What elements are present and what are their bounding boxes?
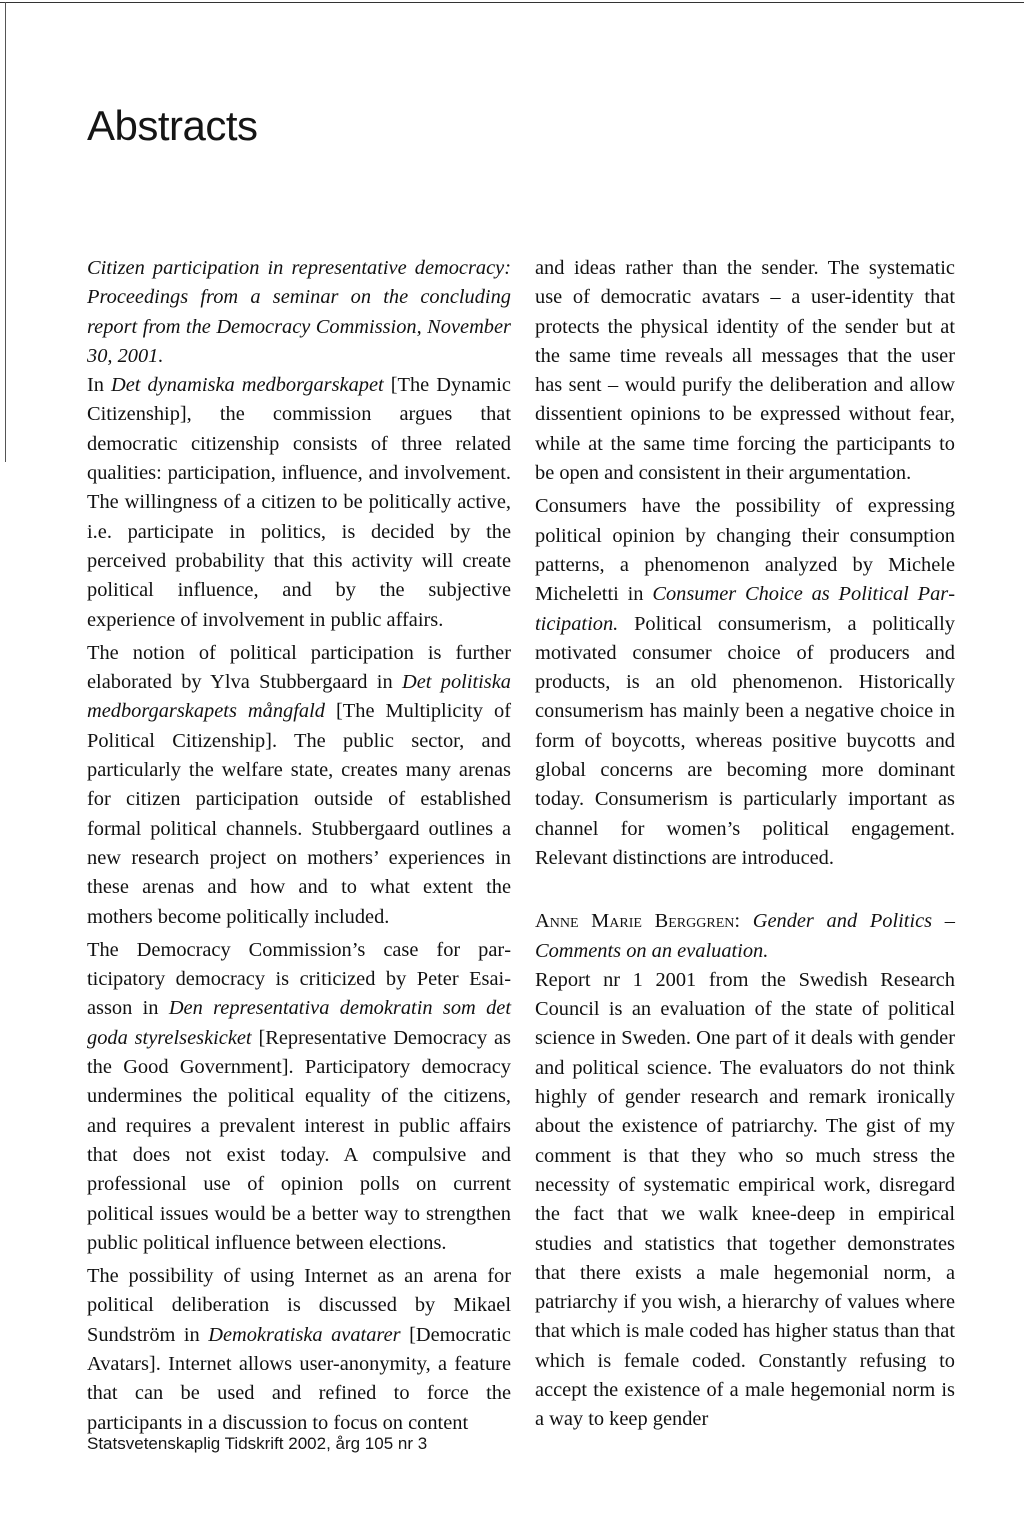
abstract-heading-seminar: Citizen participation in representative democracy: Proceedings from a seminar on the concluding report from the Democracy Commission, November 30, 2001. <box>87 257 511 367</box>
work-title: Consumer Choice as Political Participation. <box>535 583 955 635</box>
abstract-text: The possibility of using Internet as an arena for political deliberation is discussed by Mikael Sundström in <box>87 1265 511 1346</box>
abstract-text: and ideas rather than the sender. The systematic use of democratic avatars – a user-identity that protects the physical identity of the sender but at the same time reveals all messages that the user has sent – would purify the deliberation and allow dissentient opinions to be expressed without fear, while at the same time forcing the participants to be open and consistent in their argumentation. <box>535 257 955 485</box>
abstract-text: The notion of political participation is further elaborated by Ylva Stubbergaard in <box>87 641 511 694</box>
abstract-sundstrom <box>87 1262 511 1438</box>
abstract-micheletti <box>535 492 955 873</box>
work-title: Det dynamiska medborgarskapet <box>111 374 384 397</box>
abstract-text: Consumers have the possibility of expressing political opinion by changing their consumption patterns, a phenomenon analyzed by Michele Micheletti in <box>535 495 955 606</box>
abstract-text: The Democracy Commission’s case for participatory democracy is criticized by Peter Esaiasson in <box>87 938 511 1020</box>
abstract-text: In <box>87 374 104 397</box>
abstract-text: [The Dynamic Citizenship], the commission argues that democratic citizenship consists of three related qualities: participation, influence, and involvement. The willingness of a citizen to be politically active, i.e. participate in politics, is decided by the perceived probability that this activity will create political influence, and by the subjective experience of involvement in public affairs. <box>87 374 511 631</box>
abstract-esaiasson <box>87 936 511 1258</box>
abstract-heading-gender: Gender and Politics – Comments on an evaluation. <box>535 910 955 962</box>
left-column <box>87 254 511 1438</box>
abstract-text: Report nr 1 2001 from the Swedish Research Council is an evaluation of the state of political science in Sweden. One part of it deals with gender and political science. The evaluators do not think highly of gender research and remark ironically about the existence of patriarchy. The gist of my comment is that they who so much stress the necessity of systematic empirical work, disregard the fact that we walk knee-deep in empirical studies and statistics that together demonstrates that there exists a male hegemonial norm, a patriarchy if you wish, a hierarchy of values where that which is male coded has higher status than that which is female coded. Constantly refusing to accept the existence of a male hegemonial norm is a way to keep gender <box>535 968 955 1431</box>
author-name: Anne Marie Berggren: <box>535 910 741 933</box>
page-title: Abstracts <box>87 102 258 149</box>
left-margin-rule <box>5 2 6 462</box>
abstract-seminar-proceedings <box>87 254 511 635</box>
abstract-berggren-heading <box>535 907 955 966</box>
abstract-text: [The Multiplicity of Political Citizenship]. The public sector, and particularly the welfare state, creates many arenas for citizen participation outside of established formal political channels. Stubbergaard outlines a new research project on mothers’ experiences in these arenas and how and to what extent the mothers become politically included. <box>87 700 511 928</box>
abstract-text: [Democratic Avatars]. Internet allows user-anonymity, a feature that can be used and refined to force the participants in a discussion to focus on content <box>87 1323 511 1434</box>
page-footer: Statsvetenskaplig Tidskrift 2002, årg 105 nr 3 <box>87 1434 428 1453</box>
right-column <box>535 254 955 1435</box>
work-title: Det politiska medborgarskapets mångfald <box>87 671 511 723</box>
abstract-text: Political consumerism, a politically motivated consumer choice of producers and products, is an old phenomenon. Historically consumerism has mainly been a negative choice in form of boycotts, whereas positive buycotts and global concerns are becoming more dominant today. Consumerism is particularly important as channel for women’s political engagement. Relevant distinctions are introduced. <box>535 612 955 869</box>
abstract-text: [Representative Democracy as the Good Government]. Participatory democracy undermines the political equality of the citizens, and requires a prevalent interest in public affairs that does not exist today. A compulsive and professional use of opinion polls on current political issues would be a better way to strengthen public political influence between elections. <box>87 1026 511 1254</box>
work-title: Den representativa demokratin som det goda styrelseskicket <box>87 997 511 1049</box>
top-rule <box>0 2 1024 3</box>
abstract-berggren <box>535 966 955 1435</box>
abstract-sundstrom-continued <box>535 254 955 488</box>
work-title: Demokratiska avatarer <box>208 1323 401 1346</box>
abstract-stubbergaard <box>87 639 511 932</box>
